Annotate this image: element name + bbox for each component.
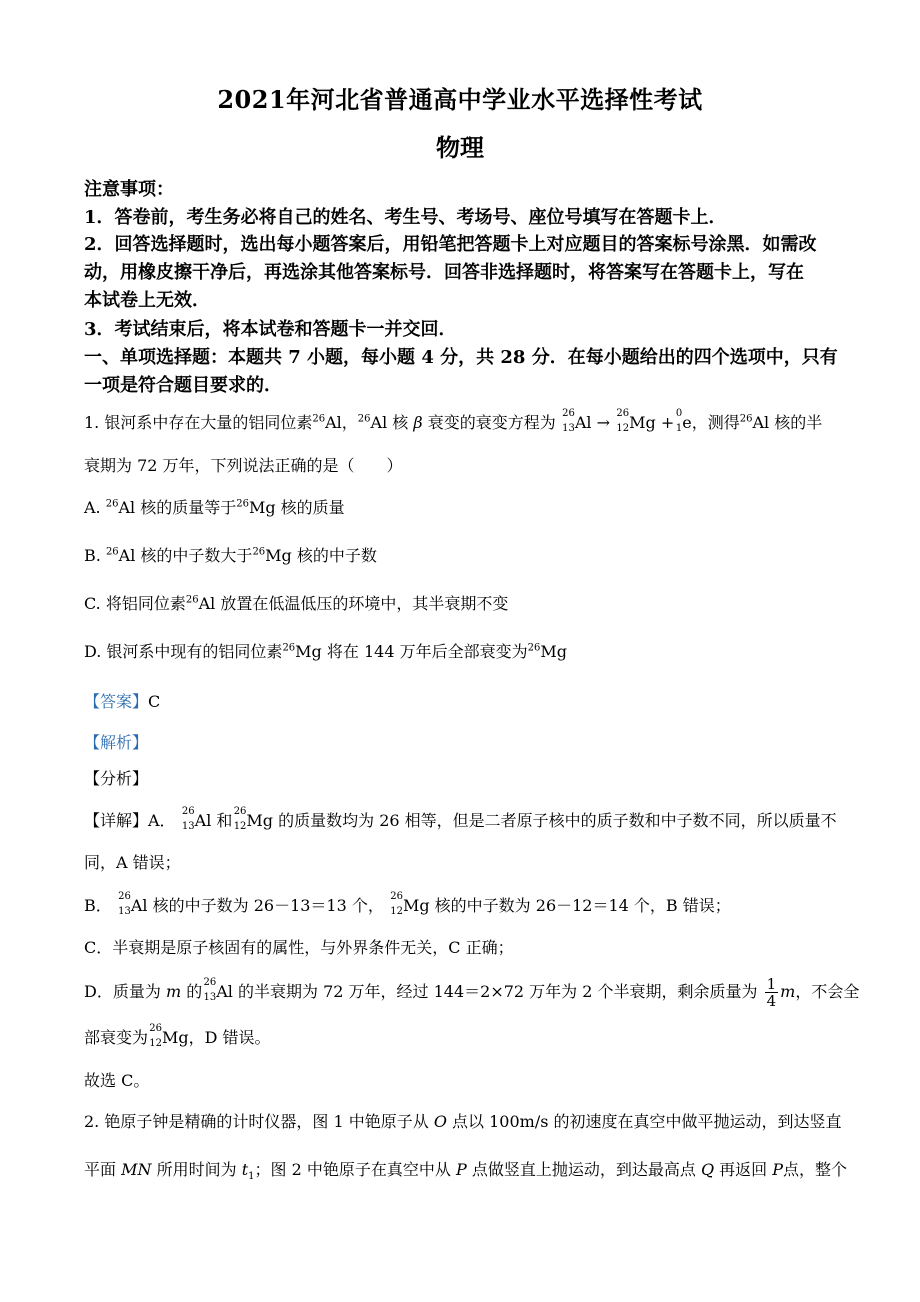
detail-text: 部衰变为 <box>84 1028 149 1047</box>
isotope-e <box>674 407 683 434</box>
isotope-al <box>561 407 575 434</box>
arrow-icon: → <box>596 413 610 432</box>
numerator: 1 <box>766 975 777 993</box>
option-text: Al 核的质量等于 <box>118 498 237 517</box>
mass-number: 0 <box>675 407 683 419</box>
isotope-al <box>117 890 131 917</box>
notice-item-1: 1．答卷前，考生务必将自己的姓名、考生号、考场号、座位号填写在答题卡上． <box>84 207 727 228</box>
element-symbol: Al <box>574 413 592 432</box>
mass-number: 26 <box>282 642 296 654</box>
q1-fenxi-label: 【分析】 <box>84 769 149 788</box>
mass-number: 26 <box>312 413 326 425</box>
subject-title: 物理 <box>436 133 484 162</box>
q1-detail-d-line-1 <box>84 976 859 1009</box>
detail-text: Al 核的中子数为 26－13＝13 个， <box>130 896 384 915</box>
atomic-number: 12 <box>390 905 403 917</box>
q1-stem-text: 1. 银河系中存在大量的铝同位素 <box>84 413 313 432</box>
option-text: Mg 核的中子数 <box>265 546 377 565</box>
option-text: Mg <box>540 642 567 661</box>
detail-text: 【详解】A． <box>84 811 176 830</box>
plane-mn: MN <box>121 1160 152 1179</box>
mass-number: 26 <box>739 413 753 425</box>
detail-text: ，不会全 <box>795 982 860 1001</box>
atomic-number: 12 <box>233 820 247 832</box>
q1-option-b <box>84 543 377 566</box>
plus-sign: + <box>660 413 675 432</box>
q1-detail-a-line-1 <box>84 805 837 832</box>
mass-number: 26 <box>562 407 575 419</box>
option-text: D. 银河系中现有的铝同位素 <box>84 642 283 661</box>
mass-number: 26 <box>181 805 195 817</box>
option-text: C. 将铝同位素 <box>84 594 186 613</box>
q1-analysis-label: 【解析】 <box>84 733 149 752</box>
atomic-number: 13 <box>118 905 131 917</box>
option-text: Al 核的中子数大于 <box>118 546 253 565</box>
option-text: Mg 将在 144 万年后全部衰变为 <box>295 642 528 661</box>
q1-detail-a-line-2: 同，A 错误； <box>84 853 181 872</box>
mass-number: 26 <box>616 407 630 419</box>
option-text: Mg 核的质量 <box>248 498 345 517</box>
q2-stem-line-2 <box>84 1157 847 1182</box>
q1-stem-line-1 <box>84 407 823 434</box>
q1-option-c <box>84 591 508 614</box>
detail-text: Mg 核的中子数为 26－12＝14 个，B 错误； <box>402 896 731 915</box>
isotope-mg <box>615 407 630 434</box>
q2-text: 再返回 <box>719 1160 768 1179</box>
atomic-number: 13 <box>203 991 217 1003</box>
notice-item-3: 3．考试结束后，将本试卷和答题卡一并交回． <box>84 319 457 340</box>
element-symbol: Mg <box>629 413 656 432</box>
q2-text: 所用时间为 <box>156 1160 237 1179</box>
q2-text: 点做竖直上抛运动，到达最高点 <box>471 1160 696 1179</box>
q1-stem-text: ，测得 <box>691 413 740 432</box>
q2-text: 2. 铯原子钟是精确的计时仪器，图 1 中铯原子从 <box>84 1112 429 1131</box>
fraction-one-quarter <box>765 976 779 1009</box>
mass-number: 26 <box>390 890 403 902</box>
mass-number: 26 <box>252 546 266 558</box>
atomic-number: 13 <box>181 820 195 832</box>
subscript: 1 <box>248 1171 255 1183</box>
q2-text: 点，整个 <box>783 1160 848 1179</box>
isotope-al <box>181 805 195 832</box>
answer-label: 【答案】 <box>84 692 149 711</box>
q2-text: 平面 <box>84 1160 117 1179</box>
mass-number: 26 <box>233 805 247 817</box>
isotope-mg <box>389 890 403 917</box>
option-label: B. <box>84 546 106 565</box>
section-heading-line-1: 一、单项选择题：本题共 7 小题，每小题 4 分，共 28 分．在每小题给出的四个选项中，只有 <box>84 347 838 368</box>
q1-option-d <box>84 639 567 662</box>
mass-number: 26 <box>105 498 119 510</box>
notice-item-2-line-1: 2．回答选择题时，选出每小题答案后，用铅笔把答题卡上对应题目的答案标号涂黑．如需改 <box>84 234 817 255</box>
q1-stem-line-2: 衰期为 72 万年，下列说法正确的是（ ） <box>84 456 403 475</box>
mass-number: 26 <box>527 642 541 654</box>
time-t1: t <box>241 1160 249 1179</box>
point-q: Q <box>700 1160 715 1179</box>
mass-number: 26 <box>236 498 249 510</box>
notice-heading: 注意事项： <box>84 179 174 200</box>
variable-m: m <box>165 982 182 1001</box>
q2-text: ；图 2 中铯原子在真空中从 <box>254 1160 451 1179</box>
q1-stem-text: Al， <box>325 413 358 432</box>
detail-text: D．质量为 <box>84 982 161 1001</box>
atomic-number: 12 <box>149 1037 163 1049</box>
mass-number: 26 <box>203 976 217 988</box>
mass-number: 26 <box>357 413 371 425</box>
section-heading-line-2: 一项是符合题目要求的． <box>84 375 282 396</box>
q1-option-a <box>84 495 345 518</box>
option-text: Al 放置在低温低压的环境中，其半衰期不变 <box>198 594 509 613</box>
exam-title: 2021年河北省普通高中学业水平选择性考试 <box>217 85 703 114</box>
detail-text: Mg 的质量数均为 26 相等，但是二者原子核中的质子数和中子数不同，所以质量不 <box>246 811 837 830</box>
notice-item-2-line-3: 本试卷上无效． <box>84 290 210 311</box>
atomic-number: 12 <box>616 422 630 434</box>
q1-detail-d-line-2 <box>84 1022 271 1049</box>
element-symbol: e <box>682 413 692 432</box>
detail-text: Al 和 <box>194 811 233 830</box>
detail-text: 的 <box>186 982 203 1001</box>
mass-number: 26 <box>105 546 119 558</box>
point-p: P <box>455 1160 467 1179</box>
q1-conclusion: 故选 C。 <box>84 1071 150 1090</box>
point-p: P <box>772 1160 784 1179</box>
isotope-mg <box>148 1022 163 1049</box>
mass-number: 26 <box>185 594 199 606</box>
denominator: 4 <box>766 992 777 1010</box>
q1-stem-text: Al 核的半 <box>752 413 823 432</box>
mass-number: 26 <box>118 890 131 902</box>
answer-value: C <box>148 692 161 711</box>
variable-m: m <box>780 982 796 1001</box>
q2-stem-line-1 <box>84 1109 842 1132</box>
q1-detail-c: C．半衰期是原子核固有的属性，与外界条件无关，C 正确； <box>84 938 514 957</box>
point-o: O <box>433 1112 447 1131</box>
isotope-mg <box>232 805 247 832</box>
atomic-number: 1 <box>675 422 683 434</box>
detail-text: Al 的半衰期为 72 万年，经过 144＝2×72 万年为 2 个半衰期，剩余质量为 <box>216 982 758 1001</box>
notice-item-2-line-2: 动，用橡皮擦干净后，再选涂其他答案标号．回答非选择题时，将答案写在答题卡上，写在 <box>84 262 804 283</box>
atomic-number: 13 <box>562 422 575 434</box>
option-label: A. <box>84 498 106 517</box>
isotope-al <box>202 976 217 1003</box>
q1-stem-text: Al 核 <box>370 413 409 432</box>
detail-text: B． <box>84 896 112 915</box>
detail-text: Mg，D 错误。 <box>162 1028 271 1047</box>
q1-detail-b <box>84 890 731 917</box>
mass-number: 26 <box>149 1022 163 1034</box>
q2-text: 点以 100m/s 的初速度在真空中做平抛运动，到达竖直 <box>452 1112 842 1131</box>
q1-stem-text: 衰变的衰变方程为 <box>427 413 556 432</box>
q1-answer <box>84 689 160 712</box>
beta-symbol: β <box>413 413 423 432</box>
